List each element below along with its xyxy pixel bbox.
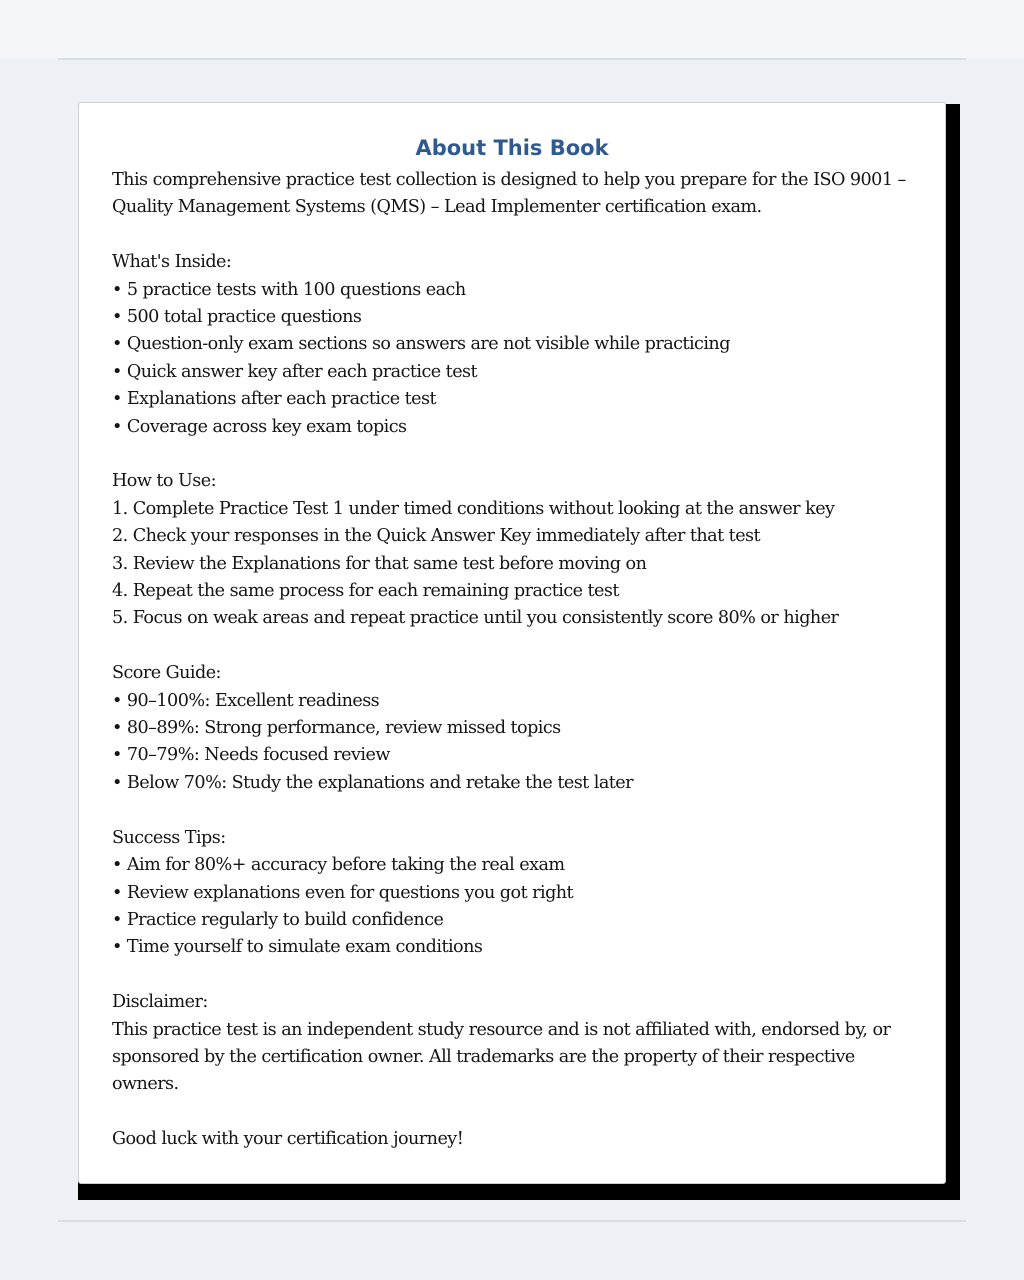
list-item: • Practice regularly to build confidence xyxy=(112,909,444,930)
section-heading-how-to-use: How to Use: xyxy=(112,471,216,492)
list-item: • Explanations after each practice test xyxy=(112,389,437,410)
list-item: • Aim for 80%+ accuracy before taking the real exam xyxy=(112,855,565,876)
list-item: • 80–89%: Strong performance, review missed topics xyxy=(112,718,561,739)
section-heading-score-guide: Score Guide: xyxy=(112,663,221,684)
spacer xyxy=(112,962,912,989)
list-item: • Question-only exam sections so answers are not visible while practicing xyxy=(112,334,730,355)
list-item: 3. Review the Explanations for that same test before moving on xyxy=(112,553,647,574)
spacer xyxy=(112,222,912,249)
list-item: • Time yourself to simulate exam conditions xyxy=(112,937,483,958)
list-item: • 90–100%: Excellent readiness xyxy=(112,690,380,711)
intro-paragraph: This comprehensive practice test collection is designed to help you prepare for the ISO 9001 – Quality Management Systems (QMS) – Lead Implementer certification exam. xyxy=(112,170,906,218)
section-heading-disclaimer: Disclaimer: xyxy=(112,992,208,1013)
page-title: About This Book xyxy=(415,136,609,160)
list-item: • Below 70%: Study the explanations and retake the test later xyxy=(112,772,633,793)
section-heading-whats-inside: What's Inside: xyxy=(112,252,232,273)
list-item: • Coverage across key exam topics xyxy=(112,416,407,437)
list-item: 4. Repeat the same process for each remaining practice test xyxy=(112,581,619,602)
spacer xyxy=(112,441,912,468)
list-item: 2. Check your responses in the Quick Answer Key immediately after that test xyxy=(112,526,761,547)
closing-line: Good luck with your certification journey! xyxy=(112,1129,464,1150)
viewer-top-band xyxy=(0,0,1024,58)
spacer xyxy=(112,797,912,824)
page-body xyxy=(112,167,912,1154)
spacer xyxy=(112,1099,912,1126)
disclaimer-text: This practice test is an independent study resource and is not affiliated with, endorsed by, or sponsored by the certification owner. All trademarks are the property of their respective owners. xyxy=(112,1019,891,1095)
section-heading-success-tips: Success Tips: xyxy=(112,827,226,848)
bottom-divider xyxy=(58,1220,966,1222)
list-item: • 5 practice tests with 100 questions each xyxy=(112,279,466,300)
spacer xyxy=(112,633,912,660)
list-item: 5. Focus on weak areas and repeat practice until you consistently score 80% or higher xyxy=(112,608,839,629)
list-item: • Quick answer key after each practice test xyxy=(112,361,478,382)
list-item: 1. Complete Practice Test 1 under timed conditions without looking at the answer key xyxy=(112,498,835,519)
list-item: • 500 total practice questions xyxy=(112,307,362,328)
list-item: • Review explanations even for questions you got right xyxy=(112,882,574,903)
list-item: • 70–79%: Needs focused review xyxy=(112,745,390,766)
top-divider xyxy=(58,58,966,60)
